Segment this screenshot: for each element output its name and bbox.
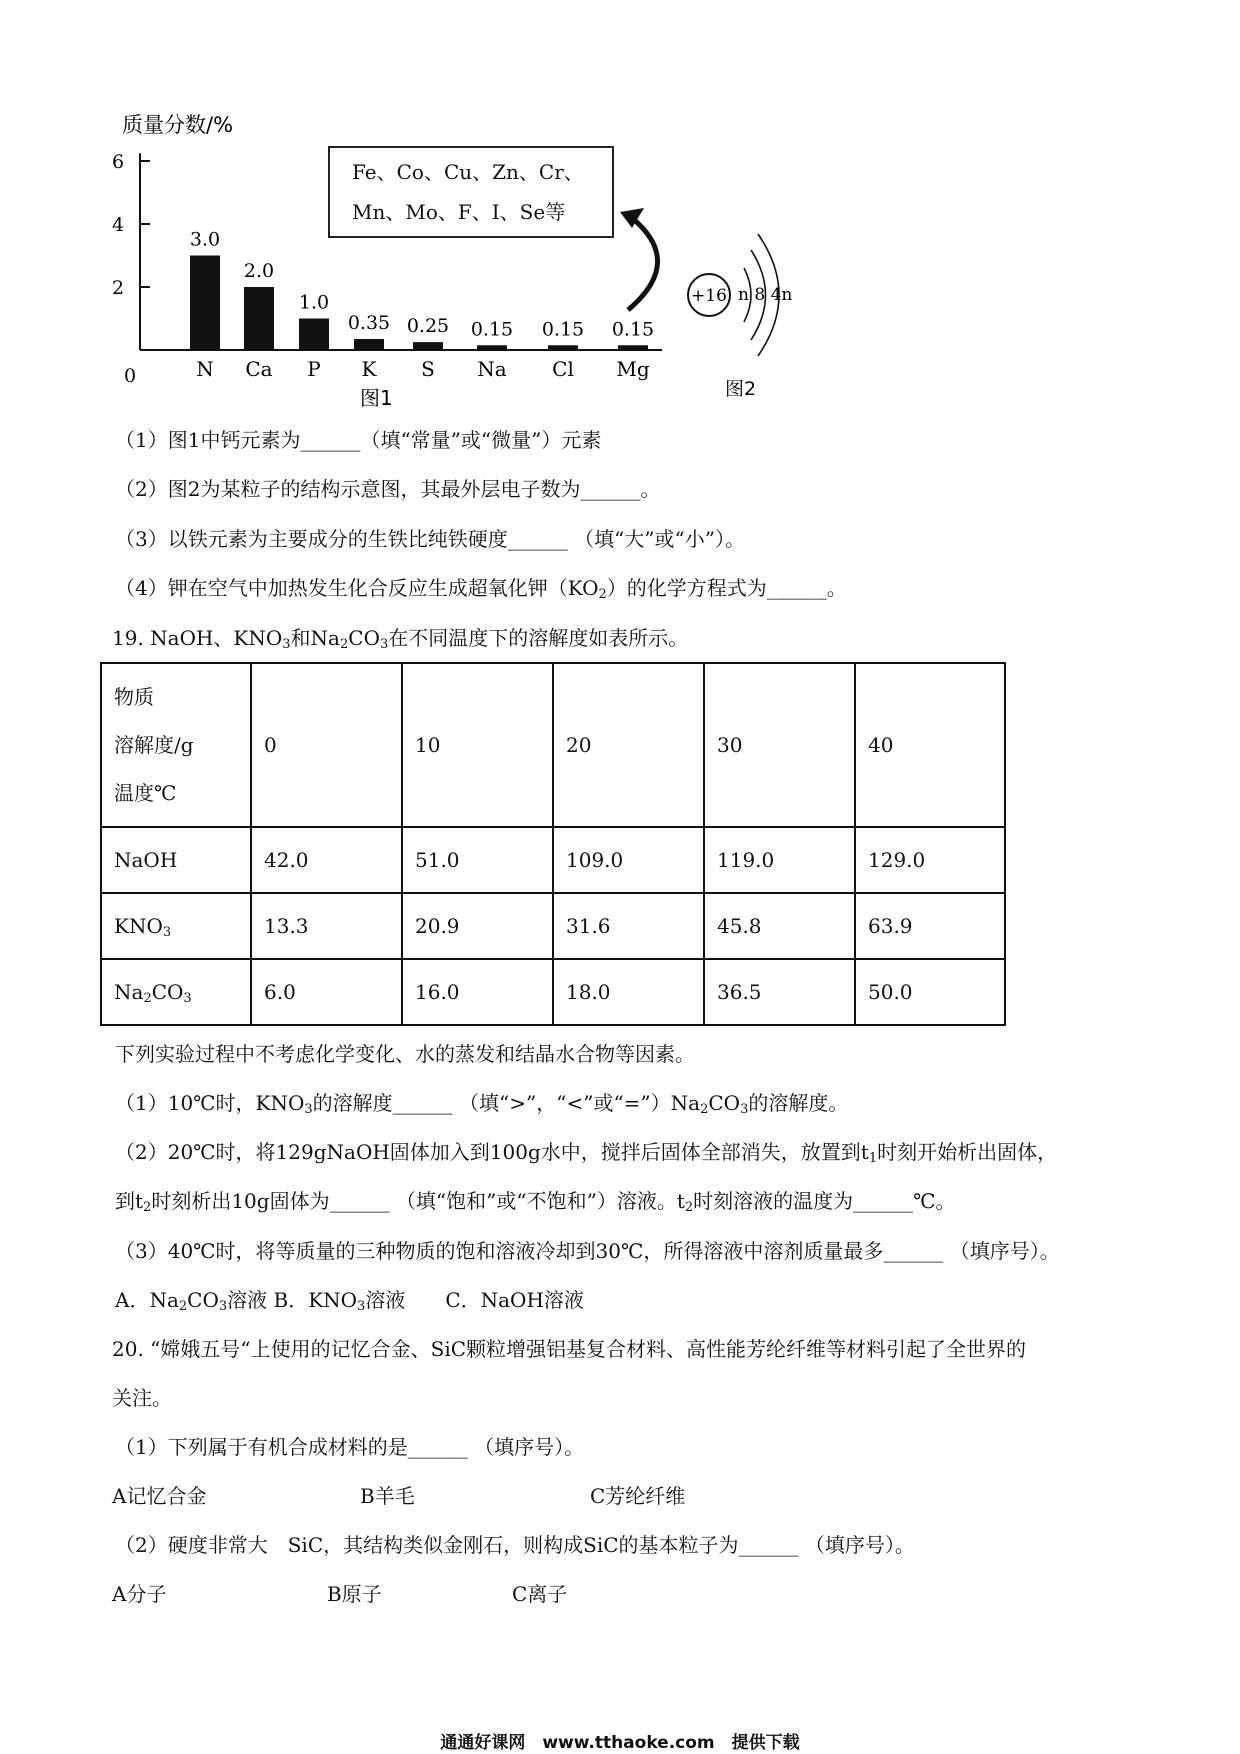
row-name-a: Na <box>114 980 144 1004</box>
q19-part3: （3）40℃时，将等质量的三种物质的饱和溶液冷却到30℃，所得溶液中溶剂质量最多______ （填序号）。 <box>115 1239 1060 1263</box>
q19-opt-sub1: 2 <box>178 1299 188 1314</box>
table-row-na2co3 <box>101 959 1005 1025</box>
temp-cell: 20 <box>553 663 704 827</box>
data-label: 0.25 <box>406 315 450 338</box>
temp-cell: 10 <box>402 663 553 827</box>
bar-Cl <box>548 345 578 350</box>
table-row-kno3 <box>101 893 1005 959</box>
q20-part2-option-b: B原子 <box>327 1582 382 1606</box>
y-tick-label: 2 <box>111 277 125 299</box>
temp-cell: 40 <box>855 663 1005 827</box>
table-cell: 45.8 <box>704 893 855 959</box>
category-label: Na <box>477 357 507 381</box>
q20-intro-line1: 20. “嫦娥五号“上使用的记忆合金、SiC颗粒增强铝基复合材料、高性能芳纶纤维等材料引起了全世界的 <box>112 1337 1027 1361</box>
q19-intro-a: 19. NaOH、KNO <box>112 626 283 650</box>
bar-S <box>413 342 443 350</box>
q19-opt-sub3: 3 <box>357 1299 366 1314</box>
q19-part1-sub3: 3 <box>740 1102 749 1117</box>
q19-part2-a: （2）20℃时，将129gNaOH固体加入到100g水中，搅拌后固体全部消失，放置到t <box>115 1140 869 1164</box>
y-tick-label: 4 <box>111 214 125 236</box>
callout-line-2: Mn、Mo、F、I、Se等 <box>352 200 566 224</box>
bar-Ca <box>244 287 274 350</box>
q18-part2: （2）图2为某粒子的结构示意图，其最外层电子数为______。 <box>115 477 661 501</box>
category-label: Ca <box>245 357 273 381</box>
table-cell: 63.9 <box>855 893 1005 959</box>
q19-part2-line1 <box>115 1138 1057 1166</box>
q19-opt-a2: CO <box>187 1288 219 1312</box>
row-name <box>101 959 251 1025</box>
q19-intro-sub3: 3 <box>379 637 389 652</box>
q18-part1: （1）图1中钙元素为______（填“常量”或“微量”）元素 <box>115 428 602 452</box>
table-cell: 129.0 <box>855 827 1005 893</box>
q19-part2-line2 <box>115 1187 956 1215</box>
solubility-table <box>100 662 1006 1026</box>
table-cell: 36.5 <box>704 959 855 1025</box>
bar-Na <box>477 345 507 350</box>
category-label: N <box>196 357 214 381</box>
q19-part2-sub2: 2 <box>143 1200 152 1215</box>
table-cell: 109.0 <box>553 827 704 893</box>
q18-part3: （3）以铁元素为主要成分的生铁比纯铁硬度______ （填“大”或“小”）。 <box>115 527 745 551</box>
q19-part1-b: 的溶解度______ （填“>”，“<”或“=”）Na <box>312 1091 701 1115</box>
row-name <box>101 893 251 959</box>
table-cell: 31.6 <box>553 893 704 959</box>
y-tick-label: 0 <box>123 365 137 387</box>
data-label: 0.15 <box>541 318 585 341</box>
category-label: Mg <box>616 357 650 381</box>
q19-note: 下列实验过程中不考虑化学变化、水的蒸发和结晶水合物等因素。 <box>115 1042 695 1066</box>
q19-intro-sub2: 2 <box>339 637 349 652</box>
q19-opt-a3: 溶液 B．KNO <box>227 1288 358 1312</box>
row-name-sub2: 3 <box>183 991 192 1006</box>
table-cell: 42.0 <box>251 827 402 893</box>
bar-K <box>354 339 384 350</box>
table-cell: 119.0 <box>704 827 855 893</box>
nucleus-charge: +16 <box>691 286 727 306</box>
row-name-sub: 2 <box>143 991 152 1006</box>
q19-opt-a4: 溶液 C．NaOH溶液 <box>365 1288 584 1312</box>
table-cell: 50.0 <box>855 959 1005 1025</box>
row-name-a: KNO <box>114 914 163 938</box>
bar-P <box>299 319 329 351</box>
q19-part1-a: （1）10℃时，KNO <box>115 1091 305 1115</box>
q19-opt-sub2: 3 <box>218 1299 228 1314</box>
q18-part4-text-b: ）的化学方程式为______。 <box>606 576 847 600</box>
q19-intro-b: 和Na <box>290 626 340 650</box>
q19-intro <box>112 624 688 652</box>
q19-part1-d: 的溶解度。 <box>748 1091 849 1115</box>
q19-opt-a1: A．Na <box>115 1288 179 1312</box>
trace-elements-callout <box>328 146 614 238</box>
page-footer: 通通好课网 www.tthaoke.com 提供下载 <box>440 1733 800 1753</box>
q19-part2-e: 时刻溶液的温度为______℃。 <box>693 1189 956 1213</box>
q20-intro-line2: 关注。 <box>112 1386 172 1410</box>
bar-N <box>190 256 220 351</box>
row-name: NaOH <box>101 827 251 893</box>
table-cell: 51.0 <box>402 827 553 893</box>
y-axis-label: 质量分数/% <box>122 113 234 137</box>
category-label: K <box>361 357 377 381</box>
table-row-naoh <box>101 827 1005 893</box>
q19-part2-c: 到t <box>115 1189 144 1213</box>
data-label: 1.0 <box>298 291 330 314</box>
q19-part2-d: 时刻析出10g固体为______ （填“饱和”或“不饱和”）溶液。t <box>151 1189 685 1213</box>
callout-line-1: Fe、Co、Cu、Zn、Cr、 <box>352 160 584 184</box>
q19-part2-sub1: 1 <box>868 1151 878 1166</box>
figure-1-caption: 图1 <box>360 386 393 410</box>
q19-intro-d: 在不同温度下的溶解度如表所示。 <box>388 626 689 650</box>
y-tick-label: 6 <box>111 151 125 173</box>
category-label: P <box>307 357 321 381</box>
table-header-cell <box>101 663 251 827</box>
curved-arrow <box>628 218 658 310</box>
shell-electron-counts: n 8 4n <box>738 285 793 305</box>
data-label: 0.15 <box>611 318 655 341</box>
q19-intro-c: CO <box>348 626 380 650</box>
table-cell: 18.0 <box>553 959 704 1025</box>
q20-part1-option-b: B羊毛 <box>360 1484 415 1508</box>
q20-part1-option-c: C芳纶纤维 <box>590 1484 686 1508</box>
data-label: 0.35 <box>347 311 391 334</box>
q20-part1: （1）下列属于有机合成材料的是______ （填序号）。 <box>115 1435 585 1459</box>
q19-part1-c: CO <box>708 1091 741 1115</box>
q20-part2-option-c: C离子 <box>512 1582 568 1606</box>
table-cell: 6.0 <box>251 959 402 1025</box>
q18-part4-text-a: （4）钾在空气中加热发生化合反应生成超氧化钾（KO <box>115 576 599 600</box>
row-name-sub: 3 <box>162 925 172 940</box>
header-temperature: 温度℃ <box>114 781 177 805</box>
q18-part4-sub: 2 <box>598 587 607 602</box>
q19-intro-sub1: 3 <box>282 637 291 652</box>
data-label: 3.0 <box>189 228 221 251</box>
q20-part2-option-a: A分子 <box>112 1582 167 1606</box>
temp-cell: 30 <box>704 663 855 827</box>
q20-part2: （2）硬度非常大 SiC，其结构类似金刚石，则构成SiC的基本粒子为______ （填序号）。 <box>115 1533 915 1557</box>
q19-part2-sub3: 2 <box>684 1200 694 1215</box>
data-label: 2.0 <box>243 260 275 282</box>
temp-cell: 0 <box>251 663 402 827</box>
row-name-b: CO <box>151 980 184 1004</box>
q18-part4 <box>115 574 847 602</box>
category-label: S <box>421 357 435 381</box>
bar-Mg <box>618 345 648 350</box>
table-cell: 20.9 <box>402 893 553 959</box>
header-solubility: 溶解度/g <box>114 733 194 757</box>
header-substance: 物质 <box>114 685 154 709</box>
q19-part2-b: 时刻开始析出固体， <box>877 1140 1058 1164</box>
q19-part1-sub1: 3 <box>304 1102 313 1117</box>
q20-part1-option-a: A记忆合金 <box>112 1484 207 1508</box>
table-header-row <box>101 663 1005 827</box>
q19-part1-sub2: 2 <box>700 1102 709 1117</box>
figure-2-caption: 图2 <box>725 378 757 400</box>
category-label: Cl <box>552 357 574 381</box>
table-cell: 16.0 <box>402 959 553 1025</box>
data-label: 0.15 <box>470 318 514 341</box>
table-cell: 13.3 <box>251 893 402 959</box>
q19-options <box>115 1286 584 1314</box>
figure-2-atom-diagram <box>680 220 820 400</box>
q19-part1 <box>115 1089 848 1117</box>
